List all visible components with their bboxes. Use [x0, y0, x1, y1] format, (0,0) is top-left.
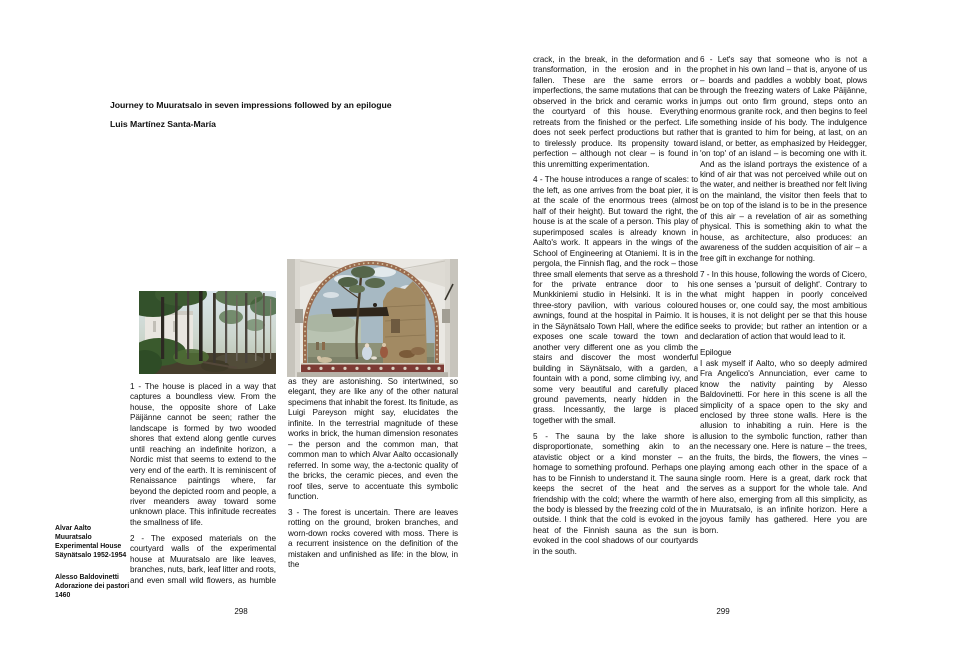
paragraph-2-continued: as they are astonishing. So intertwined, so elegant, they are like any of the other natural specimens that inhabit the forest. Its finitude, as Luigi Pareyson might say, elucidates the infinite. In the terrestrial magnitude of these works in brick, the human dimension resonates – the person and the common man, that common man to which Alvar Aalto occasionally referred. In some way, the a-tectonic quality of the bricks, the ceramic pieces, and even the roof tiles, serve to accentuate this symbolic function.	[288, 377, 458, 501]
photo-caption-line: Muuratsalo	[55, 534, 92, 541]
text-column-3	[533, 55, 698, 563]
painting-caption-line: Alesso Baldovinetti	[55, 574, 119, 581]
photo-caption-line: Alvar Aalto	[55, 525, 92, 532]
text-column-2	[288, 377, 458, 576]
page-number-left: 298	[234, 607, 248, 616]
paragraph-5: 5 - The sauna by the lake shore is disproportionate, something akin to an atavistic object or a kind monster – an homage to something profound. Perhaps one has to be Finnish to understand it. The sauna keeps the secret of the heat and the friendship with the cold; where the warmth of the body is blessed by the freezing cold of the outside. I think that the cold is evoked in the heat of the Finnish sauna as the sun is evoked in the cool shadows of our courtyards in the south.	[533, 431, 698, 556]
paragraph-7: 7 - In this house, following the words of Cicero, one senses a 'pursuit of delight'. Contrary to what might happen in poorly conceived houses or, one could say, the most ambitious houses, it is not delight per se that this house seeks to provide; but rather an intention or a declaration of action that would lead to it.	[700, 269, 867, 342]
painting-caption-line: Adorazione dei pastori	[55, 583, 130, 590]
article-author: Luis Martínez Santa-María	[110, 119, 216, 129]
painting-caption-line: 1460	[55, 592, 71, 599]
paragraph-6: 6 - Let's say that someone who is not a prophet in his own land – that is, anyone of us – boards and paddles a wobbly boat, plows through the freezing waters of Lake Päijänne, jumps out onto firm ground, steps onto an enormous granite rock, and then begins to feel something inside of his body. The indulgence that is granted to him for being, at last, on an island, or better, as emphasized by Heidegger, 'on top' of an island – is becoming one with it. And as the island portrays the existence of a kind of air that was not perceived while out on the water, and neither is breathed nor felt living on the mainland, the visitor then feels that to be on top of the island is to be in the presence of this air – a revelation of air as something physical. This is something akin to what the house, as architecture, also produces: an awareness of the sudden acquisition of air – a free gift in exchange for nothing.	[700, 55, 867, 263]
christ-child-figure	[371, 356, 377, 359]
corbel-right	[442, 309, 450, 323]
epilogue-heading: Epilogue	[700, 348, 732, 358]
paragraph-4: 4 - The house introduces a range of scales: to the left, as one arrives from the boat pier, it is at the scale of the enormous trees (almost half of their height). But toward the right, the house is at the scale of a person. This play of superimposed scales is already known in Aalto's work. It appears in the wings of the School of Engineering at Otaniemi. It is in the pergola, the Finnish flag, and the rock – those three small elements that serve as a threshold for the private entrance door to his Munkkiniemi studio in Helsinki. It is in the three-story pavilion, with various coloured awnings, found at the hospital in Paimio. It is in the Säynätsalo Town Hall, where the edifice exposes one scale toward the town and another very different one as you climb the stairs and discover the most wonderful building in Säynätsalo, with a garden, a fountain with a pond, some climbing ivy, and some very beautiful and carefully placed ground pavements, nearly hidden in the grass. Incessantly, the large is placed together with the small.	[533, 175, 698, 425]
page-number-right: 299	[716, 607, 730, 616]
text-column-1	[130, 382, 276, 592]
photo-caption-line: Experimental House	[55, 543, 122, 550]
paragraph-3: 3 - The forest is uncertain. There are leaves rotting on the ground, broken branches, and worn-down rocks covered with moss. There is a recurrent insistence on the definition of the mistaken and unfinished as life: in the blow, in the	[288, 507, 458, 570]
paragraph-1: 1 - The house is placed in a way that captures a boundless view. From the house, the opposite shore of Lake Päijänne cannot be seen; rather the landscape is formed by two wooded shores that extend along gentle curves until reaching an indefinite horizon, a Nordic mist that seems to extend to the very end of the earth. It is reminiscent of Renaissance paintings where, far beyond the depicted room and people, a river meanders away toward some unknown place. This infinitude recreates the smallness of life.	[130, 382, 276, 527]
madonna-figure	[362, 346, 372, 360]
text-column-4	[700, 55, 867, 542]
joseph-figure	[380, 346, 388, 358]
corbel-left	[295, 309, 303, 323]
paragraph-3-continued: crack, in the break, in the deformation and transformation, in the erosion and in the fallen. These are the same errors or imperfections, the same mutations that can be observed in the brick and ceramic works in the courtyard of this house. Everything retreats from the finished or the perfect. Life does not seek perfect productions but rather to tirelessly produce. Its propensity toward perfection – although not clear – is found in this unremitting experimentation.	[533, 55, 698, 169]
nativity-painting	[287, 259, 458, 377]
forest-photo	[139, 291, 276, 374]
paragraph-2: 2 - The exposed materials on the courtyard walls of the experimental house at Muuratsalo are like leaves, branches, nuts, bark, leaf litter and roots, and even small wild flowers, as humble	[130, 533, 276, 585]
epilogue-paragraph: I ask myself if Aalto, who so deeply admired Fra Angelico's Annunciation, ever came to know the nativity painting by Alesso Baldovinetti. For here in this scene is all the simplicity of a space open to the sky and enclosed by three stone walls. Here is the allusion to inhabiting a ruin. Here is the allusion to the symbolic function, rather than the necessary one. Here is nature – the trees, the fruits, the birds, the flowers, the vines – playing among each other in the space of a single room. Here is a great, dark rock that serves as a support for the whole tale. And here also, emerging from all this simplicity, as in Muuratsalo, is an infinite horizon. Here a joyous family has gathered. Here you are born.	[700, 358, 867, 535]
donkey-figure	[411, 347, 425, 355]
photo-caption-line: Säynätsalo 1952-1954	[55, 552, 127, 559]
article-title: Journey to Muuratsalo in seven impressions followed by an epilogue	[110, 100, 392, 110]
